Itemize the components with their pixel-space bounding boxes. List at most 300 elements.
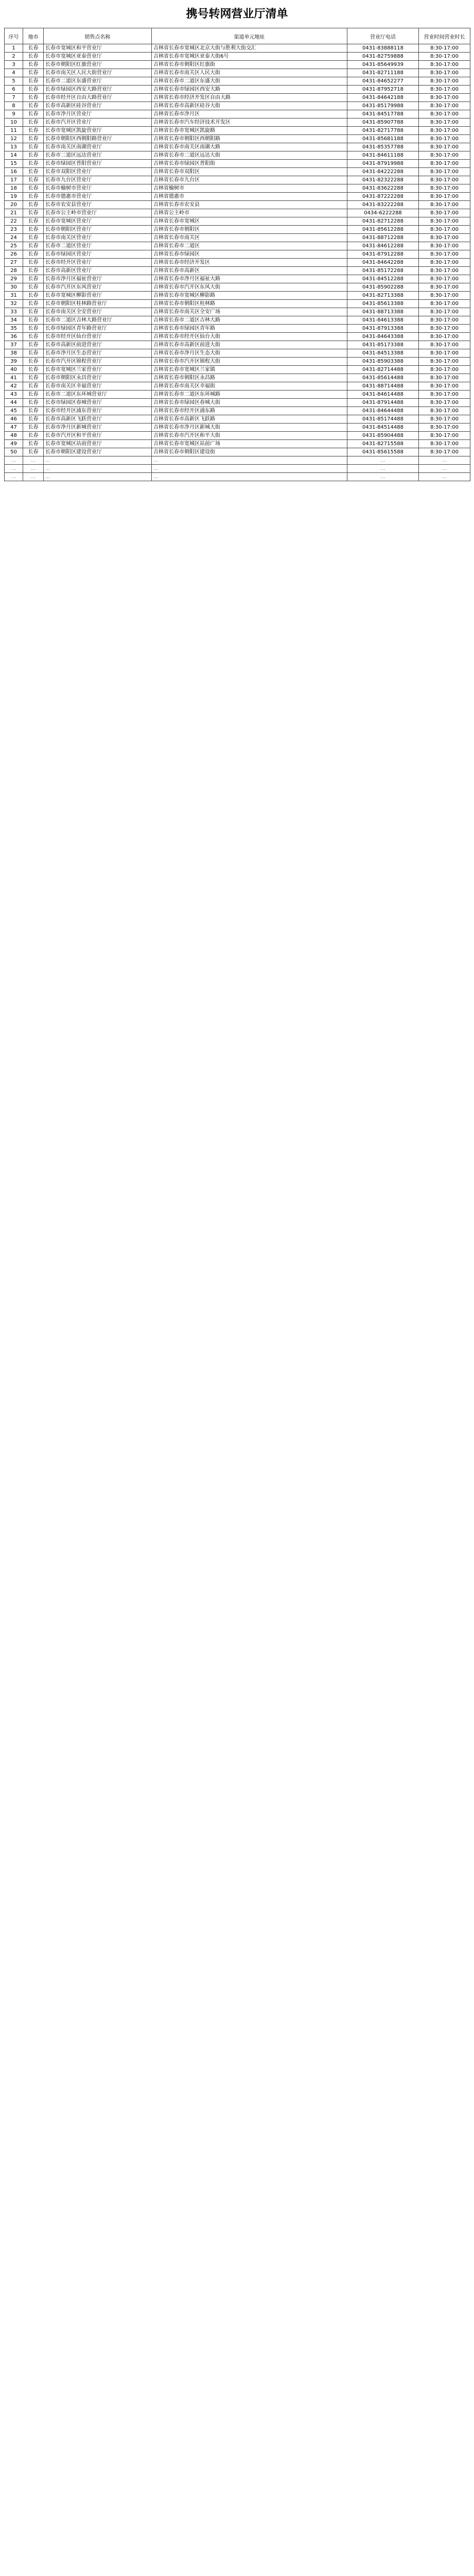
cell-city: 长春 (23, 44, 44, 53)
table-row (5, 234, 470, 242)
cell-city: 长春 (23, 143, 44, 151)
cell-address: 吉林省长春市宽城区站前广场 (152, 440, 347, 448)
cell-no: 20 (5, 201, 23, 209)
cell-name: 长春市绿园区青年路营业厅 (44, 325, 152, 333)
document-title: 携号转网营业厅清单 (186, 7, 288, 21)
cell-name: 长春市朝阳区西朝阳路营业厅 (44, 135, 152, 143)
cell-phone: 0431-84222288 (347, 168, 419, 176)
table-row (5, 456, 470, 465)
cell-no: 35 (5, 325, 23, 333)
cell-hours: 8:30-17:00 (419, 226, 470, 234)
cell-hours: 8:30-17:00 (419, 399, 470, 407)
cell-name: 长春市二道区东环城营业厅 (44, 391, 152, 399)
cell-address: 吉林省榆树市 (152, 184, 347, 193)
cell-no: 45 (5, 407, 23, 415)
cell-phone: 0431-82322288 (347, 176, 419, 184)
cell-no: 22 (5, 217, 23, 226)
cell-name: 长春市经开区仙台营业厅 (44, 333, 152, 341)
cell-address: 吉林省长春市南关区 (152, 234, 347, 242)
cell-address: 吉林省长春市朝阳区红旗街 (152, 61, 347, 69)
cell-hours: 8:30-17:00 (419, 267, 470, 275)
cell-no: 29 (5, 275, 23, 283)
cell-hours: 8:30-17:00 (419, 143, 470, 151)
table-row (5, 423, 470, 432)
cell-hours: 8:30-17:00 (419, 118, 470, 127)
cell-address: 吉林省公主岭市 (152, 209, 347, 217)
cell-no: 32 (5, 300, 23, 308)
cell-hours: 8:30-17:00 (419, 300, 470, 308)
cell-city: 长春 (23, 209, 44, 217)
cell-name: ... (44, 456, 152, 465)
cell-phone: 0431-82759888 (347, 53, 419, 61)
cell-address: 吉林省长春市二道区远达大街 (152, 151, 347, 160)
cell-address: ... (152, 456, 347, 465)
cell-city: 长春 (23, 250, 44, 259)
cell-name: 长春市净月区新城营业厅 (44, 423, 152, 432)
cell-city: 长春 (23, 366, 44, 374)
cell-city: 长春 (23, 407, 44, 415)
cell-no: 3 (5, 61, 23, 69)
cell-name: 长春市南关区幸福营业厅 (44, 382, 152, 391)
cell-city: 长春 (23, 61, 44, 69)
cell-name: 长春市宽城区兰家营业厅 (44, 366, 152, 374)
cell-phone: 0431-82717788 (347, 127, 419, 135)
table-row (5, 77, 470, 86)
cell-address: 吉林省长春市经济开发区 (152, 259, 347, 267)
cell-no: 25 (5, 242, 23, 250)
cell-no: 26 (5, 250, 23, 259)
cell-name: 长春市宽城区站前营业厅 (44, 440, 152, 448)
cell-address: 吉林省长春市朝阳区建设街 (152, 448, 347, 456)
cell-phone: 0431-85903388 (347, 358, 419, 366)
cell-no: 12 (5, 135, 23, 143)
cell-city: 长春 (23, 448, 44, 456)
cell-phone: 0431-82715588 (347, 440, 419, 448)
cell-hours: 8:30-17:00 (419, 423, 470, 432)
cell-name: 长春市净月区福祉营业厅 (44, 275, 152, 283)
table-row (5, 61, 470, 69)
cell-hours: 8:30-17:00 (419, 77, 470, 86)
cell-address: 吉林省长春市宽城区北京大街与胜利大街交汇 (152, 44, 347, 53)
cell-address: 吉林省长春市宽城区柳影路 (152, 292, 347, 300)
table-row (5, 201, 470, 209)
cell-no: 30 (5, 283, 23, 292)
cell-city: 长春 (23, 358, 44, 366)
cell-hours: 8:30-17:00 (419, 127, 470, 135)
cell-phone: 0431-84513388 (347, 349, 419, 358)
cell-phone: 0431-85173388 (347, 341, 419, 349)
cell-no: 18 (5, 184, 23, 193)
cell-address: 吉林省长春市绿园区青年路 (152, 325, 347, 333)
cell-phone: 0431-85649939 (347, 61, 419, 69)
cell-city: 长春 (23, 267, 44, 275)
cell-phone: 0431-84514488 (347, 423, 419, 432)
cell-name: 长春市汽开区锦程营业厅 (44, 358, 152, 366)
cell-name: 长春市朝阳区建设营业厅 (44, 448, 152, 456)
cell-hours: 8:30-17:00 (419, 259, 470, 267)
cell-phone: 0431-85904488 (347, 432, 419, 440)
cell-phone: 0431-87952718 (347, 86, 419, 94)
cell-hours: 8:30-17:00 (419, 176, 470, 184)
cell-hours: 8:30-17:00 (419, 61, 470, 69)
cell-phone: 0431-83888118 (347, 44, 419, 53)
store-list-table (4, 28, 470, 481)
cell-address: 吉林省长春市二道区吉林大路 (152, 316, 347, 325)
cell-hours: 8:30-17:00 (419, 209, 470, 217)
cell-hours: 8:30-17:00 (419, 201, 470, 209)
table-row (5, 366, 470, 374)
cell-no: 5 (5, 77, 23, 86)
cell-hours: 8:30-17:00 (419, 358, 470, 366)
cell-name: 长春市高新区前进营业厅 (44, 341, 152, 349)
cell-phone: 0431-84644488 (347, 407, 419, 415)
cell-city: 长春 (23, 349, 44, 358)
table-row (5, 53, 470, 61)
cell-phone: 0431-88714488 (347, 382, 419, 391)
cell-city: 长春 (23, 184, 44, 193)
cell-city: 长春 (23, 102, 44, 110)
cell-city: 长春 (23, 217, 44, 226)
header-hours: 营业时间营业时长 (419, 28, 470, 44)
cell-address: 吉林省长春市净月区福祉大路 (152, 275, 347, 283)
cell-hours: 8:30-17:00 (419, 316, 470, 325)
cell-no: 19 (5, 193, 23, 201)
cell-name: ... (44, 473, 152, 481)
cell-name: 长春市宽城区凯旋营业厅 (44, 127, 152, 135)
table-row (5, 407, 470, 415)
table-row (5, 432, 470, 440)
cell-address: 吉林省长春市宽城区亚泰大街6号 (152, 53, 347, 61)
cell-phone: ... (347, 473, 419, 481)
cell-name: 长春市绿园区营业厅 (44, 250, 152, 259)
cell-phone: 0431-83222288 (347, 201, 419, 209)
cell-no: 23 (5, 226, 23, 234)
cell-hours: ... (419, 473, 470, 481)
cell-name: 长春市宽城区和平营业厅 (44, 44, 152, 53)
cell-phone: 0431-85615588 (347, 448, 419, 456)
table-row (5, 135, 470, 143)
cell-name: 长春市经开区浦东营业厅 (44, 407, 152, 415)
cell-city: 长春 (23, 316, 44, 325)
cell-phone: 0431-84642188 (347, 94, 419, 102)
cell-city: ... (23, 465, 44, 473)
table-row (5, 168, 470, 176)
cell-city: 长春 (23, 86, 44, 94)
cell-hours: 8:30-17:00 (419, 341, 470, 349)
cell-phone: 0431-85357788 (347, 143, 419, 151)
cell-city: 长春 (23, 399, 44, 407)
cell-name: 长春市汽开区和平营业厅 (44, 432, 152, 440)
table-row (5, 127, 470, 135)
cell-phone: 0434-6222288 (347, 209, 419, 217)
table-row (5, 151, 470, 160)
cell-phone: 0431-82712288 (347, 217, 419, 226)
cell-no: 43 (5, 391, 23, 399)
cell-address: 吉林省长春市汽开区和平大街 (152, 432, 347, 440)
cell-address: 吉林省长春市净月区新城大街 (152, 423, 347, 432)
cell-city: ... (23, 473, 44, 481)
cell-no: 27 (5, 259, 23, 267)
table-row (5, 292, 470, 300)
cell-phone: 0431-84517788 (347, 110, 419, 118)
table-row (5, 176, 470, 184)
cell-hours: 8:30-17:00 (419, 325, 470, 333)
cell-phone: 0431-85179988 (347, 102, 419, 110)
cell-address: 吉林省长春市朝阳区 (152, 226, 347, 234)
table-row (5, 110, 470, 118)
cell-hours: 8:30-17:00 (419, 94, 470, 102)
cell-city: 长春 (23, 242, 44, 250)
cell-no: 48 (5, 432, 23, 440)
table-row (5, 184, 470, 193)
header-name: 销售点名称 (44, 28, 152, 44)
cell-phone: 0431-85907788 (347, 118, 419, 127)
table-row (5, 242, 470, 250)
cell-no: 41 (5, 374, 23, 382)
cell-city: 长春 (23, 275, 44, 283)
cell-hours: 8:30-17:00 (419, 448, 470, 456)
cell-city: 长春 (23, 308, 44, 316)
cell-address: 吉林省长春市宽城区 (152, 217, 347, 226)
table-row (5, 193, 470, 201)
cell-phone: ... (347, 465, 419, 473)
cell-no: 2 (5, 53, 23, 61)
cell-name: 长春市朝阳区桂林路营业厅 (44, 300, 152, 308)
cell-phone: 0431-84614488 (347, 391, 419, 399)
table-row (5, 44, 470, 53)
cell-address: 吉林省长春市绿园区西安大路 (152, 86, 347, 94)
cell-address: 吉林省长春市高新区飞跃路 (152, 415, 347, 423)
cell-no: 31 (5, 292, 23, 300)
cell-phone: 0431-85174488 (347, 415, 419, 423)
table-row (5, 300, 470, 308)
cell-phone: 0431-88713388 (347, 308, 419, 316)
cell-city: 长春 (23, 77, 44, 86)
cell-phone: 0431-85681188 (347, 135, 419, 143)
cell-address: 吉林省长春市高新区前进大街 (152, 341, 347, 349)
cell-city: 长春 (23, 94, 44, 102)
cell-no: 17 (5, 176, 23, 184)
cell-no: 4 (5, 69, 23, 77)
cell-name: 长春市二道区远达营业厅 (44, 151, 152, 160)
cell-address: 吉林省长春市南关区全安广场 (152, 308, 347, 316)
cell-name: 长春市二道区东盛营业厅 (44, 77, 152, 86)
cell-name: 长春市双阳区营业厅 (44, 168, 152, 176)
cell-no: 14 (5, 151, 23, 160)
cell-hours: 8:30-17:00 (419, 151, 470, 160)
cell-city: 长春 (23, 176, 44, 184)
cell-no: 37 (5, 341, 23, 349)
cell-no: 33 (5, 308, 23, 316)
table-row (5, 415, 470, 423)
cell-city: 长春 (23, 341, 44, 349)
cell-city: 长春 (23, 415, 44, 423)
cell-hours: 8:30-17:00 (419, 440, 470, 448)
cell-name: 长春市宽城区营业厅 (44, 217, 152, 226)
cell-no: 46 (5, 415, 23, 423)
cell-hours: 8:30-17:00 (419, 86, 470, 94)
cell-hours: 8:30-17:00 (419, 349, 470, 358)
cell-address: 吉林省长春市汽开区东风大街 (152, 283, 347, 292)
cell-phone: 0431-87222288 (347, 193, 419, 201)
cell-no: 42 (5, 382, 23, 391)
cell-name: 长春市净月区生态营业厅 (44, 349, 152, 358)
cell-address: 吉林省长春市宽城区兰家镇 (152, 366, 347, 374)
cell-phone: ... (347, 456, 419, 465)
cell-city: 长春 (23, 259, 44, 267)
cell-phone: 0431-87913388 (347, 325, 419, 333)
cell-no: 15 (5, 160, 23, 168)
cell-address: 吉林省长春市朝阳区西朝阳路 (152, 135, 347, 143)
cell-address: 吉林省长春市双阳区 (152, 168, 347, 176)
table-row (5, 391, 470, 399)
cell-no: 44 (5, 399, 23, 407)
cell-phone: 0431-84642288 (347, 259, 419, 267)
cell-city: 长春 (23, 440, 44, 448)
cell-no: 34 (5, 316, 23, 325)
cell-city: 长春 (23, 193, 44, 201)
cell-name: 长春市德惠市营业厅 (44, 193, 152, 201)
cell-phone: 0431-84613388 (347, 316, 419, 325)
cell-hours: 8:30-17:00 (419, 102, 470, 110)
cell-address: 吉林省长春市二道区 (152, 242, 347, 250)
table-row (5, 69, 470, 77)
cell-address: 吉林省长春市净月区 (152, 110, 347, 118)
cell-hours: ... (419, 465, 470, 473)
cell-city: 长春 (23, 168, 44, 176)
table-row (5, 374, 470, 382)
cell-address: 吉林省长春市经开区仙台大街 (152, 333, 347, 341)
cell-city: 长春 (23, 292, 44, 300)
cell-city: 长春 (23, 110, 44, 118)
cell-phone: 0431-85902288 (347, 283, 419, 292)
cell-name: 长春市朝阳区永昌营业厅 (44, 374, 152, 382)
table-row (5, 316, 470, 325)
cell-phone: 0431-84643388 (347, 333, 419, 341)
cell-no: 39 (5, 358, 23, 366)
cell-name: 长春市绿园区普阳营业厅 (44, 160, 152, 168)
cell-name: 长春市高新区营业厅 (44, 267, 152, 275)
cell-address: 吉林省长春市南关区人民大街 (152, 69, 347, 77)
cell-city: 长春 (23, 300, 44, 308)
cell-name: 长春市高新区硅谷营业厅 (44, 102, 152, 110)
table-row (5, 143, 470, 151)
table-row (5, 399, 470, 407)
cell-address: 吉林省长春市高新区硅谷大街 (152, 102, 347, 110)
cell-hours: 8:30-17:00 (419, 391, 470, 399)
cell-address: 吉林省长春市二道区东盛大街 (152, 77, 347, 86)
cell-address: 吉林省长春市农安县 (152, 201, 347, 209)
cell-hours: 8:30-17:00 (419, 283, 470, 292)
cell-name: 长春市九台区营业厅 (44, 176, 152, 184)
table-row (5, 267, 470, 275)
cell-city: 长春 (23, 53, 44, 61)
cell-hours: 8:30-17:00 (419, 44, 470, 53)
table-row (5, 325, 470, 333)
cell-name: 长春市朝阳区红旗营业厅 (44, 61, 152, 69)
cell-hours: 8:30-17:00 (419, 275, 470, 283)
cell-address: 吉林省长春市经济开发区自由大路 (152, 94, 347, 102)
cell-name: 长春市宽城区亚泰营业厅 (44, 53, 152, 61)
cell-city: 长春 (23, 382, 44, 391)
header-no: 序号 (5, 28, 23, 44)
table-header-row (5, 28, 470, 44)
cell-no: 7 (5, 94, 23, 102)
cell-address: 吉林省长春市绿园区普阳街 (152, 160, 347, 168)
table-row (5, 358, 470, 366)
cell-address: 吉林省长春市朝阳区永昌路 (152, 374, 347, 382)
table-row (5, 118, 470, 127)
cell-phone: 0431-84611188 (347, 151, 419, 160)
cell-address: 吉林省长春市朝阳区桂林路 (152, 300, 347, 308)
cell-phone: 0431-87912288 (347, 250, 419, 259)
cell-city: 长春 (23, 423, 44, 432)
cell-city: 长春 (23, 69, 44, 77)
header-city: 地市 (23, 28, 44, 44)
table-row (5, 226, 470, 234)
cell-hours: ... (419, 456, 470, 465)
cell-phone: 0431-82711188 (347, 69, 419, 77)
cell-hours: 8:30-17:00 (419, 366, 470, 374)
cell-name: 长春市南关区全安营业厅 (44, 308, 152, 316)
header-phone: 营业厅电话 (347, 28, 419, 44)
cell-hours: 8:30-17:00 (419, 184, 470, 193)
cell-address: 吉林省长春市净月区生态大街 (152, 349, 347, 358)
cell-city: 长春 (23, 325, 44, 333)
cell-phone: 0431-82714488 (347, 366, 419, 374)
cell-address: 吉林省长春市二道区东环城路 (152, 391, 347, 399)
table-row (5, 209, 470, 217)
table-row (5, 283, 470, 292)
cell-hours: 8:30-17:00 (419, 333, 470, 341)
table-row (5, 160, 470, 168)
cell-no: 47 (5, 423, 23, 432)
cell-address: ... (152, 465, 347, 473)
cell-name: 长春市绿园区春城营业厅 (44, 399, 152, 407)
header-address: 渠道单元地址 (152, 28, 347, 44)
cell-address: 吉林省长春市宽城区凯旋路 (152, 127, 347, 135)
cell-name: 长春市南关区营业厅 (44, 234, 152, 242)
cell-address: 吉林省长春市绿园区 (152, 250, 347, 259)
cell-address: 吉林省长春市高新区 (152, 267, 347, 275)
cell-city: 长春 (23, 432, 44, 440)
table-row (5, 217, 470, 226)
table-row (5, 333, 470, 341)
cell-city: 长春 (23, 234, 44, 242)
cell-name: 长春市二道区吉林大路营业厅 (44, 316, 152, 325)
cell-phone: 0431-87919988 (347, 160, 419, 168)
cell-name: 长春市绿园区西安大路营业厅 (44, 86, 152, 94)
cell-phone: 0431-82713388 (347, 292, 419, 300)
cell-phone: 0431-87914488 (347, 399, 419, 407)
cell-hours: 8:30-17:00 (419, 69, 470, 77)
cell-name: 长春市高新区飞跃营业厅 (44, 415, 152, 423)
cell-address: 吉林省长春市南关区幸福街 (152, 382, 347, 391)
table-row (5, 341, 470, 349)
cell-city: 长春 (23, 127, 44, 135)
cell-no: 50 (5, 448, 23, 456)
cell-name: 长春市汽开区营业厅 (44, 118, 152, 127)
table-row (5, 250, 470, 259)
cell-city: 长春 (23, 226, 44, 234)
cell-address: ... (152, 473, 347, 481)
table-row (5, 86, 470, 94)
cell-hours: 8:30-17:00 (419, 415, 470, 423)
cell-hours: 8:30-17:00 (419, 374, 470, 382)
cell-phone: 0431-85612288 (347, 226, 419, 234)
cell-no: 6 (5, 86, 23, 94)
table-row (5, 102, 470, 110)
